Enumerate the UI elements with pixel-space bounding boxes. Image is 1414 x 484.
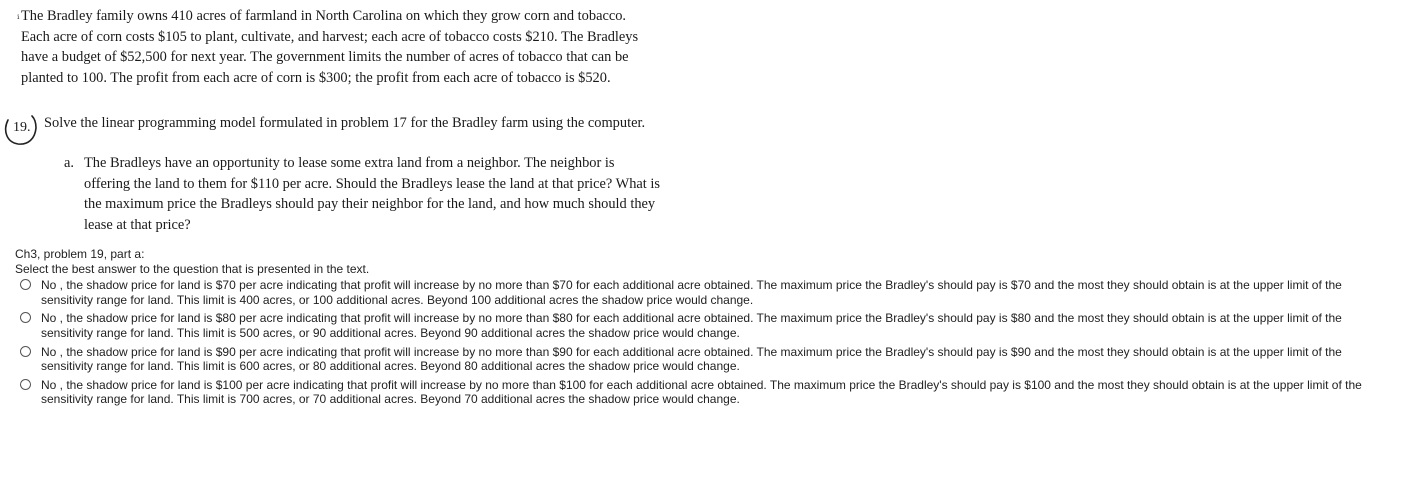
instruction-text: Select the best answer to the question that is presented in the text. xyxy=(15,261,370,276)
answer-options xyxy=(15,278,1395,407)
problem-intro-text: The Bradley family owns 410 acres of farmland in North Carolina on which they grow corn and tobacco. Each acre of corn costs $105 to plant, cultivate, and harvest; each acre of tobacco costs $210. The Bradleys have a budget of $52,500 for next year. The government limits the number of acres of tobacco that can be planted to 100. The profit from each acre of corn is $300; the profit from each acre of tobacco is $520. xyxy=(21,8,639,86)
answer-option-3[interactable] xyxy=(15,345,1395,374)
answer-option-2[interactable] xyxy=(15,311,1395,340)
question-text: Solve the linear programming model formulated in problem 17 for the Bradley farm using the computer. xyxy=(44,115,646,131)
question-number: 19. xyxy=(13,120,31,135)
sub-question-label: a. xyxy=(64,155,74,171)
problem-reference: Ch3, problem 19, part a: xyxy=(15,247,145,261)
problem-image xyxy=(0,0,680,242)
question-text-block xyxy=(44,113,664,134)
answer-option-text: No , the shadow price for land is $70 per acre indicating that profit will increase by no more than $70 for each additional acre obtained. The maximum price the Bradley's should pay is $70 and the most they should obtain is at the upper limit of the sensitivity range for land. This limit is 400 acres, or 100 additional acres. Beyond 100 additional acres the shadow price would change. xyxy=(41,278,1342,307)
radio-button[interactable] xyxy=(20,346,31,357)
answer-option-text: No , the shadow price for land is $90 per acre indicating that profit will increase by no more than $90 for each additional acre obtained. The maximum price the Bradley's should pay is $90 and the most they should obtain is at the upper limit of the sensitivity range for land. This limit is 600 acres, or 80 additional acres. Beyond 80 additional acres the shadow price would change. xyxy=(41,344,1342,374)
answer-area xyxy=(15,247,1395,411)
radio-button[interactable] xyxy=(20,279,31,290)
answer-option-1[interactable] xyxy=(15,278,1395,307)
tick-mark-icon: ⁱ xyxy=(17,12,20,26)
sub-question-text: The Bradleys have an opportunity to lease some extra land from a neighbor. The neighbor is offering the land to them for $110 per acre. Should the Bradleys lease the land at that price? What is the maximum price the Bradleys should pay their neighbor for the land, and how much should they lease at that price? xyxy=(84,155,660,233)
radio-button[interactable] xyxy=(20,379,31,390)
answer-option-text: No , the shadow price for land is $100 per acre indicating that profit will increase by no more than $100 for each additional acre obtained. The maximum price the Bradley's should pay is $100 and the most they should obtain is at the upper limit of the sensitivity range for land. This limit is 700 acres, or 70 additional acres. Beyond 70 additional acres the shadow price would change. xyxy=(41,377,1362,407)
radio-button[interactable] xyxy=(20,312,31,323)
answer-option-4[interactable] xyxy=(15,378,1395,407)
answer-option-text: No , the shadow price for land is $80 per acre indicating that profit will increase by no more than $80 for each additional acre obtained. The maximum price the Bradley's should pay is $80 and the most they should obtain is at the upper limit of the sensitivity range for land. This limit is 500 acres, or 90 additional acres. Beyond 90 additional acres the shadow price would change. xyxy=(41,311,1342,340)
